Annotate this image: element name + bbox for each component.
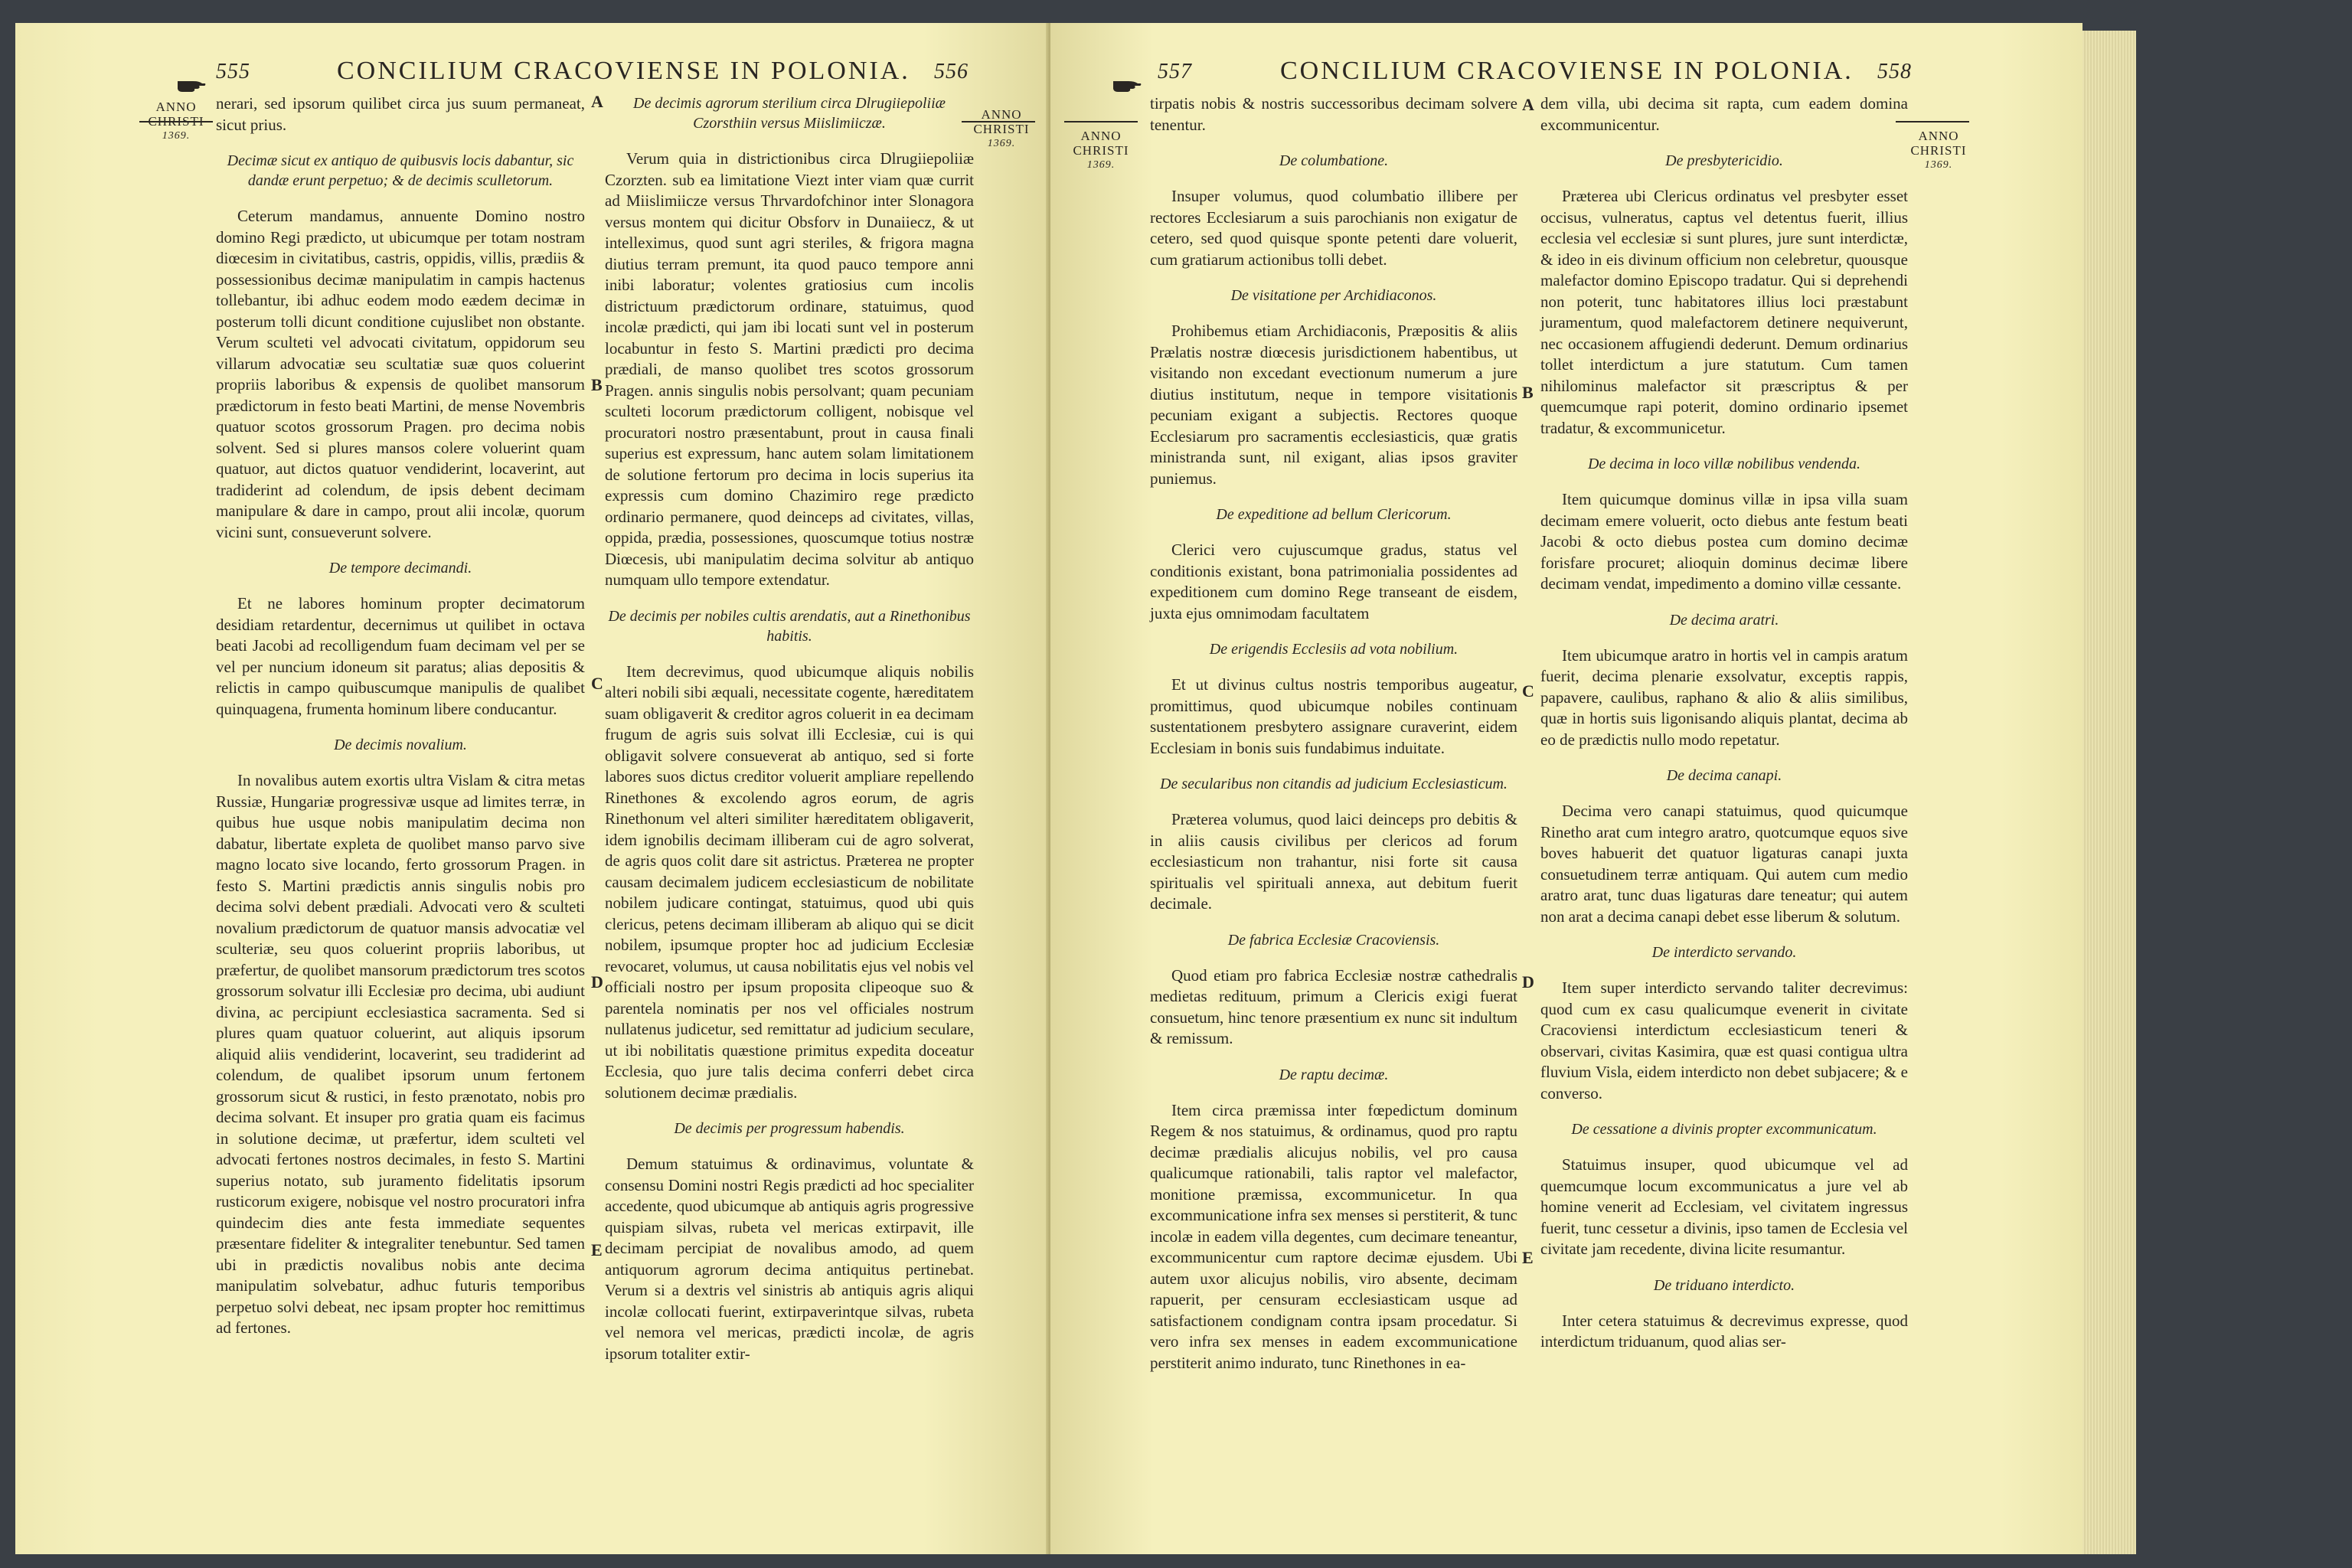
book-spread	[15, 23, 2082, 1554]
folio-557: 557	[1158, 60, 1192, 83]
paragraph: In novalibus autem exortis ultra Vislam & citra metas Russiæ, Hungariæ progressivæ usque ad limites terræ, in quibus hue usque nobis manipulatim decima non dabatur, libertate expleta de quolibet manso parvo sive magno locato sive locando, ferto grossorum Pragen. in festo S. Martini prædictis annis singulis nobis pro decima solvi debent prædiali. Advocati vero & sculteti novalium prædictorum de quatuor mansis advocatiæ vel sculteriæ, seu quos coluerint propriis laboribus, ut præfertur, de quolibet mansorum prædictorum tres scotos grossorum solvatur illi Ecclesiæ pro decima, ubi audiunt divina, ac percipiunt ecclesiastica sacramenta. Sed si plures quam quatuor coluerint, aut aliquis ipsorum aliquid aliis vendiderint, locaverint, seu tradiderint ad colendum, de qualibet ipsorum unum fertonem grossorum sicut & rustici, in festo prænotato, nobis pro decima solvant. Et insuper pro gratia quam eis facimus in solutione decimæ, ut præfertur, idem sculteti vel advocati fertones nostros decimales, in festo S. Martini superius notato, sub juramento fidelitatis ipsorum rusticorum exigere, nobisque vel nostro procuratori infra quindecim dies ante festa immediate sequentes præsentare fideliter & integraliter tenebuntur. Sed tamen ubi in prædictis novalibus nobis ante decima manipulatim solvebatur, adhuc futuris temporibus perpetuo solvi debeat, nec ipsam propter hoc remittimus ad fertones.	[216, 771, 585, 1337]
paragraph: Item super interdicto servando taliter decrevimus: quod cum ex casu qualicumque evenerit in civitate Cracoviensi interdictum ecclesiasticum teneri & observari, civitas Kasimira, quæ est quasi contigua ultra fluvium Visla, eidem interdicto non debet subjacere; & e converso.	[1540, 978, 1908, 1102]
pointing-hand-icon	[176, 75, 207, 95]
christi-label: CHRISTI	[1073, 143, 1129, 158]
section-heading: De decima in loco villæ nobilibus vendenda.	[1587, 456, 1861, 472]
running-title-left: CONCILIUM CRACOVIENSE IN POLONIA.	[337, 57, 910, 85]
paragraph: dem villa, ubi decima sit rapta, cum eadem domina excommunicentur.	[1540, 94, 1908, 134]
section-heading: De cessatione a divinis propter excommunicatum.	[1571, 1121, 1877, 1138]
section-heading: De secularibus non citandis ad judicium Ecclesiasticum.	[1160, 776, 1508, 792]
christi-label: CHRISTI	[973, 122, 1030, 136]
margin-letter-d: D	[591, 972, 603, 991]
anno-label: ANNO	[155, 100, 197, 114]
paragraph: Statuimus insuper, quod ubicumque vel ad quemcumque locum excommunicatus a jure vel ab homine venerit ad Ecclesiam, vel civitatem ingressus fuerit, tunc cessetur a divinis, ipso tamen de Ecclesia vel civitate jam recedente, divina licite resumantur.	[1540, 1155, 1908, 1258]
margin-letter-c: C	[591, 674, 603, 693]
paragraph: Quod etiam pro fabrica Ecclesiæ nostræ cathedralis medietas redituum, primum a Clericis exigi fuerat consuetum, hinc tenore præsentium ex nunc sit indultum & remissum.	[1150, 965, 1517, 1047]
folio-558: 558	[1877, 60, 1912, 83]
anno-christi-left-outer	[971, 107, 1032, 151]
paragraph: Insuper volumus, quod columbatio illibere per rectores Ecclesiarum a suis parochianis non exigatur de cetero, sed quod quisque sponte petenti dare voluerit, cum gratiarum actionibus tolli debet.	[1150, 187, 1517, 269]
paragraph: Verum quia in districtionibus circa Dlrugiiepoliiæ Czorzten. sub ea limitatione Viezt inter viam quæ currit ad Miislimiicze versus Thrvardofchinor inter Slonagora versus montem qui dicitur Obsforv in Dunaiiecz, & ut intelleximus, quod sunt agri steriles, & frigora magna diutius terram premunt, ita quod pauco tempore anni inibi laboratur; volentes gratiosius cum incolis districtuum prædictorum ordinare, statuimus, quod incolæ prædicti, qui jam ibi locati sunt vel in posterum locabuntur in festo S. Martini prædicti pro decima prædiali, de manso quolibet tres scotos grossorum Pragen. annis singulis nobis persolvant; quam pecuniam sculteti locorum prædictorum colligent, nobisque vel procuratori nostro præsentabunt, prout in causa finali superius est expressum, hanc autem solam limitationem de solutione fertorum pro decima in locis superius ita expressis cum domino Chazimiro rege prædicto ordinario permanere, quod deinceps ad civitates, villas, oppida, prædia, possessiones, quoscumque totius nostræ Diœcesis, ubi manipulatim decima solvitur ab antiquo numquam ullo tempore extendatur.	[605, 149, 974, 589]
paragraph: Inter cetera statuimus & decrevimus expresse, quod interdictum triduanum, quod alias ser-	[1540, 1311, 1908, 1351]
section-heading: De decima aratri.	[1669, 611, 1779, 629]
anno-christi-left	[145, 100, 207, 143]
anno-year: 1369.	[987, 138, 1016, 149]
section-heading: De columbatione.	[1279, 152, 1389, 169]
folio-556: 556	[934, 60, 969, 83]
running-title-right: CONCILIUM CRACOVIENSE IN POLONIA.	[1280, 57, 1854, 85]
paragraph: Ceterum mandamus, annuente Domino nostro domino Regi prædicto, ut ubicumque per totam nostram diœcesim in civitatibus, castris, oppidis, villis, prædiis & possessionibus decimæ manipulatim in campis hactenus tollebantur, ibi adhuc eodem modo eædem decimæ in posterum tolli dicunt conditione cujuslibet non obstante. Verum sculteti vel advocati civitatum, oppidorum seu villarum advocatiæ seu scultatiæ suæ quos coluerint propriis laboribus & expensis de quolibet mansorum prædictorum in festo beati Martini, de mense Novembris quatuor scotos grossorum Pragen. pro decima nobis solvent. Sed si plures mansos colere voluerint quam quatuor, aut dictos quatuor vendiderint, locaverint, aut tradiderint ad colendum, de ipsis debent decimam manipulare & dare in campo, prout alii incolæ, quorum vicini sunt, consueverunt solvere.	[216, 207, 585, 541]
anno-christi-right-inner	[1070, 129, 1132, 172]
margin-letter-b: B	[591, 375, 603, 394]
paragraph: Et ut divinus cultus nostris temporibus augeatur, promittimus, quod ubicumque nobiles continuam sustentationem presbytero assignare curaverint, eidem Ecclesiam in bonis suis fundabimus induitate.	[1150, 675, 1517, 757]
paragraph: Præterea ubi Clericus ordinatus vel presbyter esset occisus, vulneratus, captus vel detentus fuerit, illius ecclesia vel ecclesiæ si sunt plures, jure sunt interdictæ, & ideo in eis divinum officium non celebretur, quousque malefactor domino Episcopo tradatur. Qui si deprehendi non poterit, tunc habitatores illius loci præstabunt juramentum, quod malefactorem detinere nequiverunt, nec occasionem affugiendi dederunt. Demum ordinarius tollet interdictum a jure statutum. Cum tamen nihilominus malefactor sit præscriptus & per quemcumque rapi poterit, domino ordinario ipsemet tradatur, & excommunicetur.	[1540, 187, 1908, 437]
right-page	[1050, 23, 2082, 1554]
anno-rule-left	[1064, 121, 1138, 122]
section-heading: De tempore decimandi.	[328, 560, 472, 577]
section-heading: Decimæ sicut ex antiquo de quibusvis locis dabantur, sic dandæ erunt perpetuo; & de decimis sculletorum.	[227, 152, 574, 189]
paragraph: Demum statuimus & ordinavimus, voluntate & consensu Domini nostri Regis prædicti ad hoc specialiter accedente, quod ubicumque ab antiquis agris progressive quispiam silvas, rubeta vel mericas extirpavit, ille decimam percipiat de novalibus amodo, ad quem antiquorum agrorum decima antiquitus pertinebat. Verum si a dextris vel sinistris ab antiquis agris aliqui incolæ collocati fuerint, extirpaverintque silvas, rubeta vel nemora vel mericas, prædicti incolæ, de agris ipsorum totaliter extir-	[605, 1155, 974, 1363]
book-page-edges	[2082, 31, 2136, 1554]
margin-letter-a: A	[591, 92, 603, 111]
right-page-header	[1050, 52, 2082, 98]
section-heading: De decimis novalium.	[334, 737, 467, 753]
anno-label: ANNO	[1918, 129, 1959, 143]
anno-christi-right-outer	[1908, 129, 1969, 172]
paragraph: Item circa præmissa inter fœpedictum dominum Regem & nos statuimus, & ordinamus, quod pro raptu decimæ prædialis alicujus nobilis, vel pro causa qualicumque rationabili, talis raptor vel malefactor, monitione præmissa, excommunicetur. In qua excommunicatione infra sex menses si perstiterit, & tunc incolæ in eadem villa degentes, cum decimare teneantur, excommunicentur cum raptore decimæ ejusdem. Ubi autem uxor alicujus nobilis, viro absente, decimam rapuerit, per censuram ecclesiasticam usque ad satisfactionem condignam contra ipsam procedatur. Si vero infra sex menses in eadem excommunicatione perstiterit animo indurato, tunc Rinethones in ea-	[1150, 1100, 1517, 1372]
section-heading: De triduano interdicto.	[1653, 1276, 1795, 1294]
pointing-hand-icon	[1112, 75, 1142, 95]
paragraph: Præterea volumus, quod laici deinceps pro debitis & in aliis causis civilibus per clericos ad forum ecclesiasticum non trahantur, nisi forte sit causa spiritualis vel spirituali annexa, aut debitum fuerit decimale.	[1150, 810, 1517, 913]
paragraph: Clerici vero cujuscumque gradus, status vel conditionis existant, bona patrimonialia possidentes ad expeditionem cum domino Rege transeant de eisdem, juxta ejus omnimodam facultatem	[1150, 541, 1517, 622]
section-heading: De expeditione ad bellum Clericorum.	[1216, 506, 1452, 523]
anno-year: 1369.	[162, 130, 191, 142]
paragraph: Item quicumque dominus villæ in ipsa villa suam decimam emere voluerit, octo diebus ante festum beati Jacobi & octo diebus postea cum domino decimæ forisfare procuret; alioquin dominus decimæ libere decimam vendat, impedimento a domino villæ cessante.	[1540, 490, 1908, 593]
paragraph: Item ubicumque aratro in hortis vel in campis aratum fuerit, decima plenarie exsolvatur, exceptis rappis, papavere, caulibus, raphano & alio & aliis similibus, quæ in hortis suis ligonisando aliquis plantat, decima ab eo de prædictis nullo modo repetatur.	[1540, 645, 1908, 749]
margin-letter-e: E	[591, 1240, 603, 1259]
section-heading: De decimis per progressum habendis.	[674, 1120, 905, 1137]
left-page	[15, 23, 1047, 1554]
section-heading: De decimis per nobiles cultis arendatis, aut a Rinethonibus habitis.	[608, 607, 971, 645]
right-page-column-2	[1540, 93, 1908, 1353]
anno-label: ANNO	[981, 107, 1022, 122]
left-page-column-1	[216, 93, 585, 1339]
anno-year: 1369.	[1924, 159, 1953, 171]
paragraph: tirpatis nobis & nostris successoribus decimam solvere tenentur.	[1150, 94, 1517, 134]
margin-letter-a: A	[1522, 95, 1534, 114]
left-page-column-2	[605, 93, 974, 1364]
margin-letter-e: E	[1522, 1248, 1534, 1267]
margin-letter-d: D	[1522, 972, 1534, 991]
section-heading: De decimis agrorum sterilium circa Dlrugiiepoliiæ Czorsthiin versus Miislimiiczæ.	[633, 95, 946, 132]
section-heading: De decima canapi.	[1666, 767, 1782, 784]
paragraph: nerari, sed ipsorum quilibet circa jus suum permaneat, sicut prius.	[216, 94, 585, 134]
christi-label: CHRISTI	[148, 114, 204, 129]
section-heading: De presbytericidio.	[1665, 152, 1783, 169]
folio-555: 555	[216, 60, 250, 83]
section-heading: De visitatione per Archidiaconos.	[1230, 287, 1437, 304]
right-page-column-1	[1150, 93, 1517, 1374]
section-heading: De erigendis Ecclesiis ad vota nobilium.	[1209, 641, 1459, 658]
section-heading: De interdicto servando.	[1651, 944, 1797, 961]
anno-year: 1369.	[1086, 159, 1116, 171]
margin-letter-b: B	[1522, 383, 1534, 402]
section-heading: De fabrica Ecclesiæ Cracoviensis.	[1227, 931, 1440, 949]
paragraph: Et ne labores hominum propter decimatorum desidiam retardentur, decernimus ut quilibet in octava beati Jacobi ad recolligendum fuam decimam vel per se vel per nuncium idoneum sit paratus; alias depositis & relictis in campo quibuscumque manipulis de qualibet quinquagena, frumenta hominum libere conducantur.	[216, 594, 585, 718]
christi-label: CHRISTI	[1910, 143, 1967, 158]
anno-label: ANNO	[1080, 129, 1122, 143]
paragraph: Item decrevimus, quod ubicumque aliquis nobilis alteri nobili sibi æquali, necessitate cogente, hæreditatem suam obligaverit & creditor agros coluerit in ea decimam frugum de agris suis solvat illi Ecclesiæ, cui is qui obligavit solvere consueverat ab antiquo, sed si forte labores suos dictus creditor voluerit ampliare repellendo Rinethones & excolendo agros eorum, de agris Rinethonum vel alteri similiter hæreditatem obligaverit, idem ignobilis decimam illiberam cui de agro solverat, de agris quos colit dare sit astrictus. Præterea ne propter causam decimalem judicem ecclesiasticum de nobilitate nobilem judicare contingat, statuimus, quod ubi quis clericus, petens decimam illiberam ab aliquo qui se dicit nobilem, ipsumque propter hoc ad judicium Ecclesiæ revocaret, volumus, ut causa nobilitatis ejus vel nobis vel officiali nostro per ipsum proposita clipeoque suo & parentela nominatis per nos vel officiales nostrum nullatenus judicetur, sed remittatur ad judicium seculare, ut ibi nobilitatis quæstione primitus expedita doceatur Ecclesia, quo jure talis decima conferri debet circa solutionem decimæ prædialis.	[605, 662, 974, 1102]
paragraph: Decima vero canapi statuimus, quod quicumque Rinetho arat cum integro aratro, quotcumque equos sive boves habuerit det quatuor ligaturas canapi juxta consuetudinem terræ antiquam. Qui autem cum medio aratro arat, tunc duas ligaturas dare teneatur; qui autem non arat a decima canapi debet esse liberum & solutum.	[1540, 802, 1908, 926]
margin-letter-c: C	[1522, 681, 1534, 701]
section-heading: De raptu decimæ.	[1279, 1066, 1389, 1083]
paragraph: Prohibemus etiam Archidiaconis, Præpositis & aliis Prælatis nostræ diœcesis jurisdictionem habentibus, ut visitando non excedant evectionum numerum a jure diutius institutum, neque in tempore visitationis pecuniam exigant a subjectis. Rectores quoque Ecclesiarum pro sacramentis ecclesiasticis, quæ gratis ministranda sunt, nil exigant, alias ipsos graviter puniemus.	[1150, 322, 1517, 488]
left-page-header	[15, 52, 1047, 98]
